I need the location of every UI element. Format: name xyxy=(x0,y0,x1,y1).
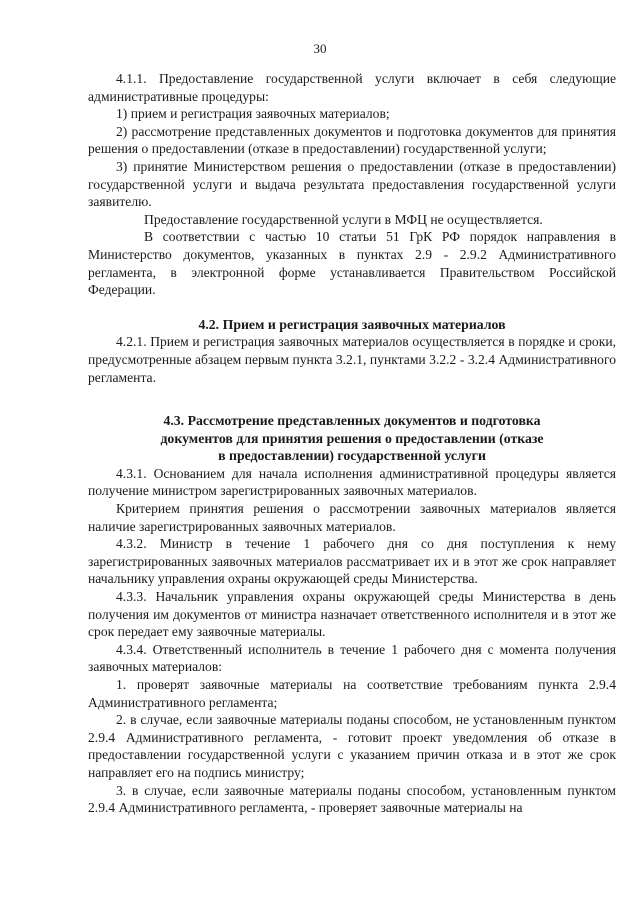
page-number: 30 xyxy=(313,41,327,56)
list-item-1: 1) прием и регистрация заявочных материалов; xyxy=(116,106,390,122)
document-body xyxy=(88,70,616,817)
section-heading-4-3-line2: документов для принятия решения о предоставлении (отказе xyxy=(160,430,544,446)
paragraph-mfc: Предоставление государственной услуги в МФЦ не осуществляется. xyxy=(144,211,543,227)
list-item-3: 3) принятие Министерством решения о предоставлении (отказе в предоставлении) государственной услуги и выдача результата предоставления государственной услуги заявителю. xyxy=(88,158,616,210)
section-heading-4-3-line1: 4.3. Рассмотрение представленных документов и подготовка xyxy=(163,413,541,429)
paragraph-criterion: Критерием принятия решения о рассмотрении заявочных материалов является наличие зарегистрированных заявочных материалов. xyxy=(88,501,616,534)
paragraph-4-3-4: 4.3.4. Ответственный исполнитель в течение 1 рабочего дня с момента получения заявочных материалов: xyxy=(88,641,616,675)
paragraph-4-2-1: 4.2.1. Прием и регистрация заявочных материалов осуществляется в порядке и сроки, предусмотренные абзацем первым пункта 3.2.1, пунктами 3.2.2 - 3.2.4 Административного регламента. xyxy=(88,334,616,385)
section-heading-4-3-line3: в предоставлении) государственной услуги xyxy=(218,448,486,464)
subitem-3: 3. в случае, если заявочные материалы поданы способом, установленным пунктом 2.9.4 Административного регламента, - проверяет заявочные материалы на xyxy=(88,782,616,816)
subitem-2: 2. в случае, если заявочные материалы поданы способом, не установленным пунктом 2.9.4 Административного регламента, - готовит проект уведомления об отказе в предоставлении государственной услуги с указанием причин отказа и в этот же срок направляет его на подпись министру; xyxy=(88,712,616,780)
paragraph-4-3-1: 4.3.1. Основанием для начала исполнения административной процедуры является получение министром зарегистрированных заявочных материалов. xyxy=(88,465,616,499)
paragraph-4-3-2: 4.3.2. Министр в течение 1 рабочего дня со дня поступления к нему зарегистрированных заявочных материалов рассматривает их и в этот же срок направляет начальнику управления охраны окружающей среды Министерства. xyxy=(88,536,616,587)
paragraph-grk: В соответствии с частью 10 статьи 51 ГрК РФ порядок направления в Министерство документов, указанных в пунктах 2.9 - 2.9.2 Административного регламента, в электронной форме устанавливается Правительством Российской Федерации. xyxy=(88,229,616,298)
paragraph-4-1-1: 4.1.1. Предоставление государственной услуги включает в себя следующие административные процедуры: xyxy=(88,71,616,104)
section-heading-4-2: 4.2. Прием и регистрация заявочных материалов xyxy=(198,316,506,332)
list-item-2: 2) рассмотрение представленных документов и подготовка документов для принятия решения о предоставлении (отказе в предоставлении) государственной услуги; xyxy=(88,123,616,157)
paragraph-4-3-3: 4.3.3. Начальник управления охраны окружающей среды Министерства в день получения им документов от министра назначает ответственного исполнителя и в этот же срок передает ему заявочные материалы. xyxy=(88,589,616,640)
subitem-1: 1. проверят заявочные материалы на соответствие требованиям пункта 2.9.4 Административного регламента; xyxy=(88,677,616,710)
